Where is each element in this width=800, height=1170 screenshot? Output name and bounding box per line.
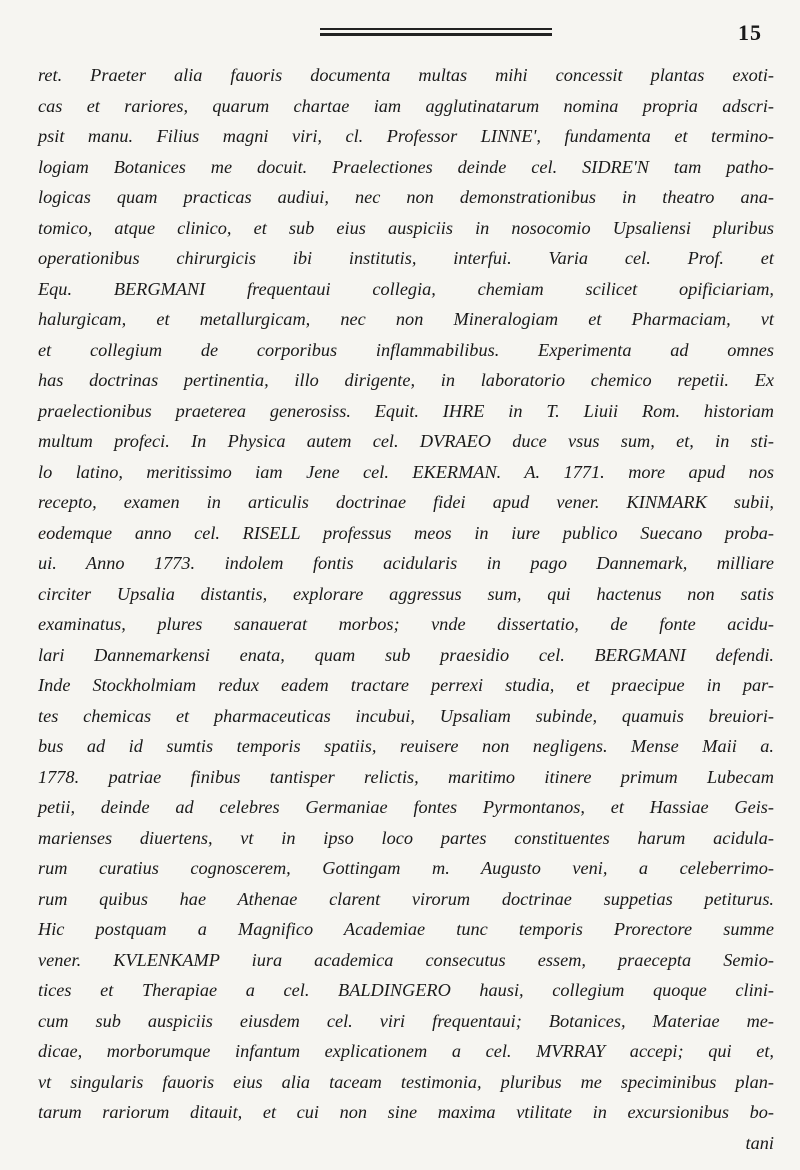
text-line: marienses diuertens, vt in ipso loco partes constituentes harum acidula- (38, 827, 774, 848)
text-line: Hic postquam a Magnifico Academiae tunc temporis Prorectore summe (38, 919, 774, 939)
text-line: operationibus chirurgicis ibi institutis, interfui. Varia cel. Prof. et (38, 248, 774, 268)
text-line: vener. KVLENKAMP iura academica consecutus essem, praecepta Semio- (38, 949, 774, 970)
text-line: petii, deinde ad celebres Germaniae fontes Pyrmontanos, et Hassiae Geis- (38, 797, 774, 817)
text-line: tomico, atque clinico, et sub eius auspiciis in nosocomio Upsaliensi pluribus (38, 217, 774, 238)
body-text (38, 60, 774, 1158)
text-line: bus ad id sumtis temporis spatiis, reuisere non negligens. Mense Maii a. (38, 736, 774, 756)
text-line: examinatus, plures sanauerat morbos; vnde dissertatio, de fonte acidu- (38, 614, 774, 634)
text-line: halurgicam, et metallurgicam, nec non Mineralogiam et Pharmaciam, vt (38, 309, 774, 329)
text-line: eodemque anno cel. RISELL professus meos in iure publico Suecano proba- (38, 522, 774, 543)
text-line: ret. Praeter alia fauoris documenta multas mihi concessit plantas exoti- (38, 65, 774, 85)
text-line: Inde Stockholmiam redux eadem tractare perrexi studia, et praecipue in par- (38, 675, 774, 695)
text-line: multum profeci. In Physica autem cel. DVRAEO duce vsus sum, et, in sti- (38, 431, 774, 451)
text-line: rum curatius cognoscerem, Gottingam m. Augusto veni, a celeberrimo- (38, 858, 774, 878)
text-line: tes chemicas et pharmaceuticas incubui, Upsaliam subinde, quamuis breuiori- (38, 705, 774, 726)
text-line: logicas quam practicas audiui, nec non demonstrationibus in theatro ana- (38, 187, 774, 207)
text-line: 1778. patriae finibus tantisper relictis, maritimo itinere primum Lubecam (38, 766, 774, 787)
text-line: lo latino, meritissimo iam Jene cel. EKERMAN. A. 1771. more apud nos (38, 461, 774, 482)
text-line: et collegium de corporibus inflammabilibus. Experimenta ad omnes (38, 339, 774, 360)
text-line: vt singularis fauoris eius alia taceam testimonia, pluribus me speciminibus plan- (38, 1071, 774, 1092)
text-line: tices et Therapiae a cel. BALDINGERO hausi, collegium quoque clini- (38, 980, 774, 1000)
text-line: circiter Upsalia distantis, explorare aggressus sum, qui hactenus non satis (38, 583, 774, 604)
page-number: 15 (738, 20, 762, 45)
text-line: dicae, morborumque infantum explicationem a cel. MVRRAY accepi; qui et, (38, 1041, 774, 1061)
text-line: ui. Anno 1773. indolem fontis acidularis in pago Dannemark, milliare (38, 553, 774, 573)
text-line: tarum rariorum ditauit, et cui non sine maxima vtilitate in excursionibus bo- (38, 1102, 774, 1122)
text-line: psit manu. Filius magni viri, cl. Professor LINNE', fundamenta et termino- (38, 126, 774, 146)
text-line: rum quibus hae Athenae clarent virorum doctrinae suppetias petiturus. (38, 888, 774, 909)
text-line: cas et rariores, quarum chartae iam agglutinatarum nomina propria adscri- (38, 95, 774, 116)
text-line: cum sub auspiciis eiusdem cel. viri frequentaui; Botanices, Materiae me- (38, 1010, 774, 1031)
header-rule (320, 26, 552, 40)
text-line: logiam Botanices me docuit. Praelectiones deinde cel. SIDRE'N tam patho- (38, 156, 774, 177)
text-line: Equ. BERGMANI frequentaui collegia, chemiam scilicet opificiariam, (38, 278, 774, 299)
text-line: lari Dannemarkensi enata, quam sub praesidio cel. BERGMANI defendi. (38, 644, 774, 665)
text-line: praelectionibus praeterea generosiss. Equit. IHRE in T. Liuii Rom. historiam (38, 400, 774, 421)
text-line: has doctrinas pertinentia, illo dirigente, in laboratorio chemico repetii. Ex (38, 370, 774, 390)
catchword: tani (745, 1132, 774, 1153)
text-line: recepto, examen in articulis doctrinae fidei apud vener. KINMARK subii, (38, 492, 774, 512)
